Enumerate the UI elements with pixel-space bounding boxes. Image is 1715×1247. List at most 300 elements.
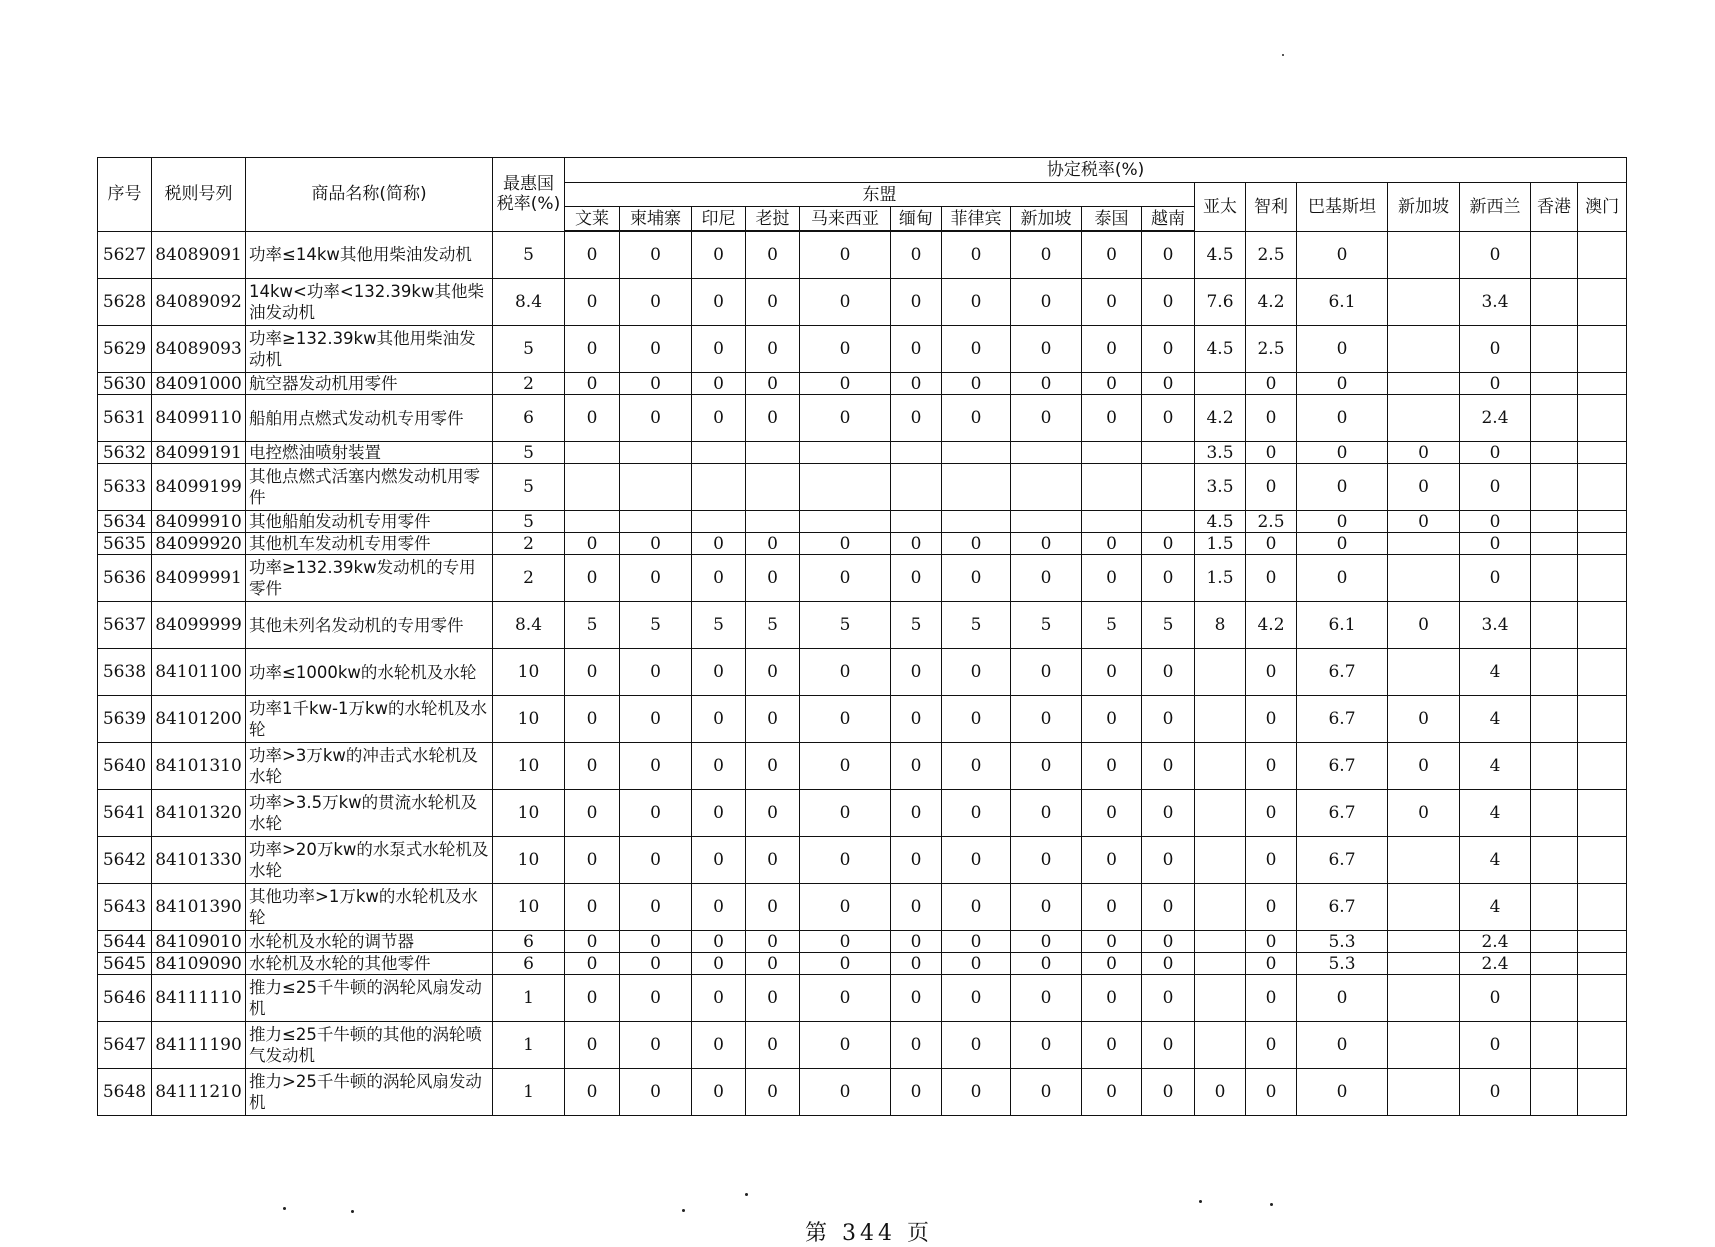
rate-cell: 0: [800, 743, 891, 790]
rate-cell: 0: [1011, 395, 1082, 442]
rate-cell: 0: [692, 975, 746, 1022]
rate-cell: 0: [1011, 1069, 1082, 1116]
code-cell: 84099191: [152, 442, 246, 464]
rate-cell: 0: [746, 837, 800, 884]
rate-cell: 0: [620, 975, 692, 1022]
rate-cell: [1578, 231, 1627, 279]
rate-cell: [800, 442, 891, 464]
rate-cell: [746, 464, 800, 511]
rate-cell: 0: [800, 533, 891, 555]
table-row: [98, 395, 1627, 442]
rate-cell: 0: [1246, 743, 1297, 790]
mfn-cell: 10: [493, 790, 565, 837]
rate-cell: 0: [620, 555, 692, 602]
rate-cell: [1578, 602, 1627, 649]
rate-cell: 0: [800, 790, 891, 837]
rate-cell: 0: [746, 1022, 800, 1069]
seq-cell: 5638: [98, 649, 152, 696]
rate-cell: 0: [1011, 533, 1082, 555]
rate-cell: 0: [942, 326, 1011, 373]
rate-cell: 0: [1246, 373, 1297, 395]
rate-cell: 0: [620, 326, 692, 373]
rate-cell: 5: [692, 602, 746, 649]
name-cell: 航空器发动机用零件: [246, 373, 493, 395]
rate-cell: 0: [1011, 931, 1082, 953]
rate-cell: 0: [800, 696, 891, 743]
name-cell: 功率1千kw-1万kw的水轮机及水轮: [246, 696, 493, 743]
rate-cell: 0: [692, 279, 746, 326]
mfn-cell: 10: [493, 837, 565, 884]
rate-cell: 0: [891, 1022, 942, 1069]
header-seq: 序号: [98, 158, 152, 232]
rate-cell: 0: [891, 953, 942, 975]
rate-cell: 0: [1082, 395, 1142, 442]
rate-cell: 0: [1011, 373, 1082, 395]
rate-cell: [1531, 743, 1578, 790]
rate-cell: 0: [565, 533, 620, 555]
rate-cell: 0: [620, 649, 692, 696]
rate-cell: 0: [746, 884, 800, 931]
rate-cell: [1082, 464, 1142, 511]
rate-cell: 0: [1142, 975, 1195, 1022]
rate-cell: 5: [620, 602, 692, 649]
rate-cell: 0: [1082, 279, 1142, 326]
rate-cell: 0: [746, 953, 800, 975]
rate-cell: 0: [1388, 442, 1460, 464]
mfn-cell: 5: [493, 442, 565, 464]
rate-cell: 0: [1011, 279, 1082, 326]
rate-cell: [565, 442, 620, 464]
rate-cell: [1011, 464, 1082, 511]
rate-cell: [1578, 1022, 1627, 1069]
scan-speck: [1270, 1203, 1273, 1206]
rate-cell: 3.5: [1195, 442, 1246, 464]
rate-cell: [1195, 931, 1246, 953]
rate-cell: 0: [942, 931, 1011, 953]
mfn-cell: 10: [493, 743, 565, 790]
rate-cell: 0: [1246, 884, 1297, 931]
rate-cell: 0: [565, 743, 620, 790]
rate-cell: 4: [1460, 884, 1531, 931]
rate-cell: [692, 464, 746, 511]
rate-cell: [891, 442, 942, 464]
table-row: [98, 555, 1627, 602]
code-cell: 84109010: [152, 931, 246, 953]
rate-cell: 0: [746, 326, 800, 373]
rate-cell: 0: [1460, 231, 1531, 279]
code-cell: 84111110: [152, 975, 246, 1022]
rate-cell: 0: [1142, 837, 1195, 884]
scan-speck: [283, 1207, 286, 1210]
rate-cell: 5.3: [1297, 931, 1388, 953]
rate-cell: [1195, 649, 1246, 696]
rate-cell: 0: [1142, 790, 1195, 837]
rate-cell: 8: [1195, 602, 1246, 649]
rate-cell: 0: [1082, 931, 1142, 953]
rate-cell: 0: [942, 231, 1011, 279]
table-row: [98, 931, 1627, 953]
rate-cell: 0: [891, 790, 942, 837]
table-row: [98, 975, 1627, 1022]
rate-cell: 0: [800, 555, 891, 602]
rate-cell: 0: [620, 1022, 692, 1069]
rate-cell: 0: [746, 231, 800, 279]
table-row: [98, 602, 1627, 649]
table-row: [98, 373, 1627, 395]
rate-cell: [1388, 279, 1460, 326]
rate-cell: 0: [1011, 743, 1082, 790]
table-row: [98, 1069, 1627, 1116]
code-cell: 84099991: [152, 555, 246, 602]
rate-cell: 0: [746, 533, 800, 555]
code-cell: 84101200: [152, 696, 246, 743]
rate-cell: 3.4: [1460, 279, 1531, 326]
table-body: [98, 231, 1627, 1116]
rate-cell: 0: [1460, 533, 1531, 555]
rate-cell: 5: [746, 602, 800, 649]
rate-cell: [1388, 884, 1460, 931]
rate-cell: 0: [1011, 975, 1082, 1022]
rate-cell: [1578, 442, 1627, 464]
header-asean-7: 新加坡: [1011, 207, 1082, 232]
rate-cell: 0: [1142, 884, 1195, 931]
rate-cell: 0: [692, 790, 746, 837]
mfn-cell: 6: [493, 395, 565, 442]
rate-cell: 2.4: [1460, 395, 1531, 442]
rate-cell: [1531, 790, 1578, 837]
seq-cell: 5627: [98, 231, 152, 279]
rate-cell: [1388, 533, 1460, 555]
seq-cell: 5636: [98, 555, 152, 602]
rate-cell: 0: [565, 884, 620, 931]
name-cell: 功率≥132.39kw发动机的专用零件: [246, 555, 493, 602]
rate-cell: 0: [942, 373, 1011, 395]
rate-cell: 0: [746, 743, 800, 790]
rate-cell: 0: [565, 975, 620, 1022]
rate-cell: 0: [942, 975, 1011, 1022]
rate-cell: 0: [1297, 511, 1388, 533]
rate-cell: 0: [1142, 743, 1195, 790]
rate-cell: [620, 511, 692, 533]
rate-cell: 0: [1142, 279, 1195, 326]
rate-cell: 0: [1011, 1022, 1082, 1069]
rate-cell: 0: [1011, 790, 1082, 837]
rate-cell: 0: [800, 279, 891, 326]
code-cell: 84111210: [152, 1069, 246, 1116]
scan-speck: [682, 1209, 685, 1212]
rate-cell: 0: [1082, 533, 1142, 555]
rate-cell: 4: [1460, 790, 1531, 837]
rate-cell: 5: [565, 602, 620, 649]
rate-cell: 4: [1460, 837, 1531, 884]
header-other-2: 巴基斯坦: [1297, 183, 1388, 232]
rate-cell: 0: [692, 231, 746, 279]
rate-cell: 0: [692, 533, 746, 555]
rate-cell: 0: [1388, 696, 1460, 743]
rate-cell: 0: [746, 1069, 800, 1116]
code-cell: 84099920: [152, 533, 246, 555]
rate-cell: 0: [620, 533, 692, 555]
rate-cell: [1011, 511, 1082, 533]
rate-cell: [942, 511, 1011, 533]
seq-cell: 5646: [98, 975, 152, 1022]
rate-cell: 0: [1082, 837, 1142, 884]
rate-cell: [1578, 511, 1627, 533]
rate-cell: 0: [1297, 464, 1388, 511]
rate-cell: 0: [565, 279, 620, 326]
rate-cell: 0: [1460, 442, 1531, 464]
rate-cell: [1531, 395, 1578, 442]
rate-cell: 0: [891, 326, 942, 373]
rate-cell: 0: [891, 395, 942, 442]
table-row: [98, 743, 1627, 790]
rate-cell: 0: [1082, 696, 1142, 743]
mfn-cell: 5: [493, 231, 565, 279]
rate-cell: 0: [1460, 1069, 1531, 1116]
rate-cell: 0: [746, 279, 800, 326]
code-cell: 84109090: [152, 953, 246, 975]
rate-cell: [891, 511, 942, 533]
rate-cell: [1531, 1069, 1578, 1116]
rate-cell: 0: [1142, 649, 1195, 696]
rate-cell: 0: [1142, 326, 1195, 373]
rate-cell: 0: [565, 231, 620, 279]
rate-cell: 1.5: [1195, 555, 1246, 602]
rate-cell: 0: [746, 649, 800, 696]
rate-cell: 0: [620, 790, 692, 837]
rate-cell: 0: [1082, 555, 1142, 602]
rate-cell: 0: [942, 790, 1011, 837]
rate-cell: 2.5: [1246, 231, 1297, 279]
rate-cell: [1531, 837, 1578, 884]
rate-cell: [1011, 442, 1082, 464]
code-cell: 84099999: [152, 602, 246, 649]
rate-cell: 5: [1142, 602, 1195, 649]
name-cell: 其他船舶发动机专用零件: [246, 511, 493, 533]
rate-cell: 0: [565, 790, 620, 837]
rate-cell: [1531, 279, 1578, 326]
rate-cell: 0: [800, 1069, 891, 1116]
code-cell: 84089093: [152, 326, 246, 373]
scan-speck: [1282, 54, 1284, 56]
rate-cell: 0: [565, 696, 620, 743]
rate-cell: 6.7: [1297, 696, 1388, 743]
rate-cell: [620, 464, 692, 511]
code-cell: 84111190: [152, 1022, 246, 1069]
rate-cell: 0: [692, 1022, 746, 1069]
rate-cell: 0: [1297, 1022, 1388, 1069]
mfn-cell: 8.4: [493, 602, 565, 649]
mfn-cell: 1: [493, 1022, 565, 1069]
rate-cell: 0: [565, 931, 620, 953]
rate-cell: 0: [692, 649, 746, 696]
seq-cell: 5647: [98, 1022, 152, 1069]
rate-cell: 0: [1246, 533, 1297, 555]
rate-cell: 0: [692, 326, 746, 373]
rate-cell: [1531, 953, 1578, 975]
rate-cell: 4: [1460, 696, 1531, 743]
name-cell: 其他功率>1万kw的水轮机及水轮: [246, 884, 493, 931]
rate-cell: 0: [1142, 953, 1195, 975]
rate-cell: 0: [891, 649, 942, 696]
code-cell: 84101330: [152, 837, 246, 884]
code-cell: 84099199: [152, 464, 246, 511]
rate-cell: [800, 511, 891, 533]
rate-cell: [746, 442, 800, 464]
rate-cell: [942, 464, 1011, 511]
header-row-1: [98, 158, 1627, 183]
rate-cell: 5: [891, 602, 942, 649]
header-agreement: 协定税率(%): [565, 158, 1627, 183]
rate-cell: 0: [800, 975, 891, 1022]
rate-cell: 0: [1082, 790, 1142, 837]
header-asean-9: 越南: [1142, 207, 1195, 232]
rate-cell: [1195, 373, 1246, 395]
rate-cell: [1578, 975, 1627, 1022]
rate-cell: 2.5: [1246, 511, 1297, 533]
rate-cell: [1195, 975, 1246, 1022]
rate-cell: [1195, 884, 1246, 931]
rate-cell: 0: [942, 555, 1011, 602]
table-row: [98, 279, 1627, 326]
rate-cell: 4.2: [1246, 602, 1297, 649]
seq-cell: 5645: [98, 953, 152, 975]
rate-cell: 0: [620, 279, 692, 326]
rate-cell: 0: [1388, 743, 1460, 790]
rate-cell: 4: [1460, 649, 1531, 696]
rate-cell: 0: [1246, 953, 1297, 975]
rate-cell: 2.4: [1460, 931, 1531, 953]
rate-cell: 0: [942, 743, 1011, 790]
rate-cell: 0: [1011, 555, 1082, 602]
rate-cell: [1388, 931, 1460, 953]
rate-cell: 0: [1082, 884, 1142, 931]
rate-cell: [1578, 279, 1627, 326]
rate-cell: 0: [1460, 464, 1531, 511]
rate-cell: 0: [1082, 231, 1142, 279]
rate-cell: 0: [565, 373, 620, 395]
page-number: 第 344 页: [805, 1221, 933, 1246]
rate-cell: [1531, 931, 1578, 953]
rate-cell: 4.5: [1195, 231, 1246, 279]
rate-cell: 0: [1142, 696, 1195, 743]
rate-cell: 0: [1082, 1022, 1142, 1069]
name-cell: 船舶用点燃式发动机专用零件: [246, 395, 493, 442]
rate-cell: 0: [565, 555, 620, 602]
header-name: 商品名称(简称): [246, 158, 493, 232]
name-cell: 功率≤14kw其他用柴油发动机: [246, 231, 493, 279]
name-cell: 其他未列名发动机的专用零件: [246, 602, 493, 649]
rate-cell: 0: [800, 326, 891, 373]
rate-cell: 0: [800, 931, 891, 953]
rate-cell: 0: [692, 837, 746, 884]
rate-cell: 0: [1246, 696, 1297, 743]
rate-cell: [1531, 555, 1578, 602]
rate-cell: 6.7: [1297, 837, 1388, 884]
rate-cell: 6.1: [1297, 602, 1388, 649]
rate-cell: [1578, 395, 1627, 442]
name-cell: 功率>20万kw的水泵式水轮机及水轮: [246, 837, 493, 884]
rate-cell: 0: [1388, 511, 1460, 533]
header-asean: 东盟: [565, 183, 1195, 207]
rate-cell: 4.5: [1195, 326, 1246, 373]
code-cell: 84101390: [152, 884, 246, 931]
rate-cell: 0: [1297, 533, 1388, 555]
rate-cell: [746, 511, 800, 533]
name-cell: 其他点燃式活塞内燃发动机用零件: [246, 464, 493, 511]
rate-cell: [1578, 953, 1627, 975]
rate-cell: [942, 442, 1011, 464]
scan-speck: [351, 1210, 354, 1213]
rate-cell: 0: [942, 953, 1011, 975]
rate-cell: 0: [565, 649, 620, 696]
rate-cell: 5: [800, 602, 891, 649]
code-cell: 84089091: [152, 231, 246, 279]
rate-cell: [1195, 953, 1246, 975]
rate-cell: 0: [746, 696, 800, 743]
rate-cell: [1388, 837, 1460, 884]
mfn-cell: 6: [493, 953, 565, 975]
rate-cell: 0: [1142, 395, 1195, 442]
table-row: [98, 649, 1627, 696]
rate-cell: 0: [942, 1069, 1011, 1116]
rate-cell: 0: [746, 395, 800, 442]
rate-cell: 0: [565, 326, 620, 373]
rate-cell: [1531, 511, 1578, 533]
mfn-cell: 6: [493, 931, 565, 953]
mfn-cell: 10: [493, 884, 565, 931]
rate-cell: 0: [746, 373, 800, 395]
seq-cell: 5641: [98, 790, 152, 837]
seq-cell: 5640: [98, 743, 152, 790]
name-cell: 推力>25千牛顿的涡轮风扇发动机: [246, 1069, 493, 1116]
rate-cell: 0: [692, 395, 746, 442]
rate-cell: [1388, 1069, 1460, 1116]
rate-cell: 0: [942, 1022, 1011, 1069]
rate-cell: [1578, 555, 1627, 602]
code-cell: 84091000: [152, 373, 246, 395]
rate-cell: 0: [620, 837, 692, 884]
rate-cell: 0: [891, 696, 942, 743]
seq-cell: 5632: [98, 442, 152, 464]
rate-cell: 0: [1082, 1069, 1142, 1116]
rate-cell: 0: [692, 373, 746, 395]
rate-cell: [1531, 602, 1578, 649]
rate-cell: [1195, 696, 1246, 743]
rate-cell: 0: [692, 1069, 746, 1116]
name-cell: 功率>3.5万kw的贯流水轮机及水轮: [246, 790, 493, 837]
rate-cell: 0: [565, 395, 620, 442]
rate-cell: 0: [746, 555, 800, 602]
mfn-cell: 2: [493, 373, 565, 395]
seq-cell: 5648: [98, 1069, 152, 1116]
rate-cell: 0: [800, 837, 891, 884]
seq-cell: 5643: [98, 884, 152, 931]
tariff-table: [97, 157, 1627, 1116]
table-row: [98, 696, 1627, 743]
rate-cell: 0: [620, 931, 692, 953]
rate-cell: [1388, 395, 1460, 442]
rate-cell: [1531, 975, 1578, 1022]
rate-cell: 0: [891, 555, 942, 602]
rate-cell: 0: [1460, 511, 1531, 533]
rate-cell: 0: [1297, 975, 1388, 1022]
rate-cell: 0: [746, 975, 800, 1022]
header-other-5: 香港: [1531, 183, 1578, 232]
mfn-cell: 1: [493, 1069, 565, 1116]
seq-cell: 5629: [98, 326, 152, 373]
rate-cell: [620, 442, 692, 464]
